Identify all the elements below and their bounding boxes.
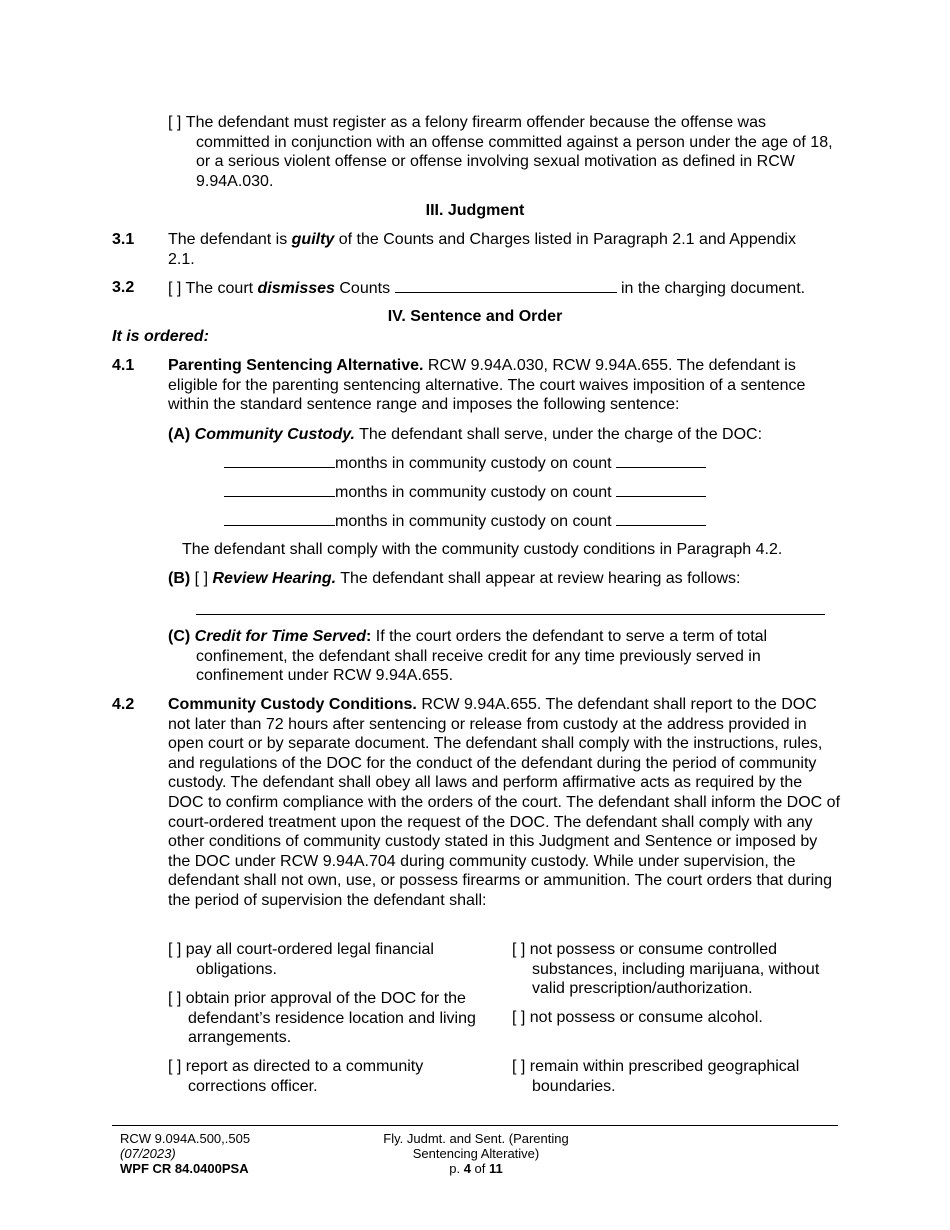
footer-rcw: RCW 9.094A.500,.505 [120, 1131, 251, 1146]
firearm-register-item [168, 113, 840, 191]
sub-b-review-hearing: (B) [ ] Review Hearing. The defendant shall appear at review hearing as follows: [168, 570, 741, 587]
condition-right-1: [ ] not possess or consume controlled substances, including marijuana, without valid prescription/authorization. [512, 941, 820, 998]
custody-months-field[interactable] [224, 511, 335, 526]
dismissed-counts-field[interactable] [395, 278, 617, 293]
section-3-heading: III. Judgment [425, 202, 525, 219]
dismisses-emphasis: dismisses [257, 280, 335, 297]
custody-count-field[interactable] [616, 453, 706, 468]
custody-line-1: months in community custody on count [224, 453, 706, 474]
para-4-1-title: Parenting Sentencing Alternative. [168, 357, 424, 374]
section-4-heading: IV. Sentence and Order [387, 308, 563, 325]
sub-a-community-custody: (A) Community Custody. The defendant shall serve, under the charge of the DOC: [168, 426, 763, 443]
comply-paragraph-4-2: The defendant shall comply with the community custody conditions in Paragraph 4.2. [182, 541, 783, 558]
credit-time-served-title: Credit for Time Served [194, 628, 366, 645]
custody-count-field[interactable] [616, 511, 706, 526]
footer-divider [112, 1125, 838, 1126]
custody-months-field[interactable] [224, 482, 335, 497]
guilty-emphasis: guilty [291, 231, 335, 248]
para-4-1: Parenting Sentencing Alternative. RCW 9.94A.030, RCW 9.94A.655. The defendant is eligible for the parenting sentencing alternative. The court waives imposition of a sentence within the standard sentence range and imposes the following sentence: [168, 357, 806, 414]
footer-left [120, 1131, 250, 1176]
sub-c-credit-time-served: (C) Credit for Time Served: If the court orders the defendant to serve a term of total confinement, the defendant shall receive credit for any time previously served in confinement under RCW 9.94A.655. [168, 628, 768, 685]
condition-left-2: [ ] obtain prior approval of the DOC for the defendant’s residence location and living arrangements. [168, 990, 476, 1047]
para-4-2-title: Community Custody Conditions. [168, 696, 417, 713]
custody-line-3: months in community custody on count [224, 511, 706, 532]
footer-date: (07/2023) [120, 1146, 176, 1161]
custody-months-field[interactable] [224, 453, 335, 468]
condition-right-3: [ ] remain within prescribed geographical boundaries. [512, 1058, 800, 1095]
footer-center [350, 1131, 602, 1176]
para-3-1: The defendant is guilty of the Counts and Charges listed in Paragraph 2.1 and Appendix 2.1. [168, 231, 796, 268]
condition-left-1: [ ] pay all court-ordered legal financial obligations. [168, 941, 434, 978]
condition-left-3: [ ] report as directed to a community corrections officer. [168, 1058, 424, 1095]
custody-count-field[interactable] [616, 482, 706, 497]
custody-line-2: months in community custody on count [224, 482, 706, 503]
community-custody-title: Community Custody. [194, 426, 355, 443]
checkbox[interactable]: [ ] [194, 570, 209, 587]
para-4-2-number: 4.2 [112, 696, 135, 713]
footer-title-line1: Fly. Judmt. and Sent. (Parenting [383, 1131, 569, 1146]
it-is-ordered: It is ordered: [112, 328, 209, 345]
para-3-2: [ ] The court dismisses Counts in the charging document. [168, 280, 806, 297]
checkbox[interactable]: [ ] [168, 280, 182, 297]
para-3-2-number: 3.2 [112, 279, 135, 296]
condition-right-2: [ ] not possess or consume alcohol. [512, 1009, 763, 1026]
review-hearing-title: Review Hearing. [212, 570, 337, 587]
firearm-text: The defendant must register as a felony firearm offender because the offense was committed in conjunction with an offense committed against a person under the age of 18, or a serious violent offense or offense involving sexual motivation as defined in RCW 9.94A.030. [185, 114, 833, 190]
checkbox[interactable]: [ ] [168, 114, 182, 131]
para-4-2: Community Custody Conditions. RCW 9.94A.655. The defendant shall report to the DOC not later than 72 hours after sentencing or release from custody at the address provided in open court or by separate document. The defendant shall comply with the instructions, rules, and regulations of the DOC for the conduct of the defendant during the period of community custody. The defendant shall obey all laws and perform affirmative acts as required by the DOC to confirm compliance with the orders of the court. The defendant shall inform the DOC of court-ordered treatment upon the request of the DOC. The defendant shall comply with any other conditions of community custody stated in this Judgment and Sentence or imposed by the DOC under RCW 9.94A.704 during community custody. While under supervision, the defendant shall not own, use, or possess firearms or ammunition. The court orders that during the period of supervision the defendant shall: [168, 696, 841, 909]
page-indicator: p. 4 of 11 [449, 1161, 503, 1176]
footer-title-line2: Sentencing Alterative) [412, 1146, 540, 1161]
footer-form: WPF CR 84.0400PSA [120, 1161, 249, 1176]
review-hearing-field[interactable] [196, 614, 825, 615]
para-3-1-number: 3.1 [112, 231, 135, 248]
para-4-1-number: 4.1 [112, 357, 135, 374]
